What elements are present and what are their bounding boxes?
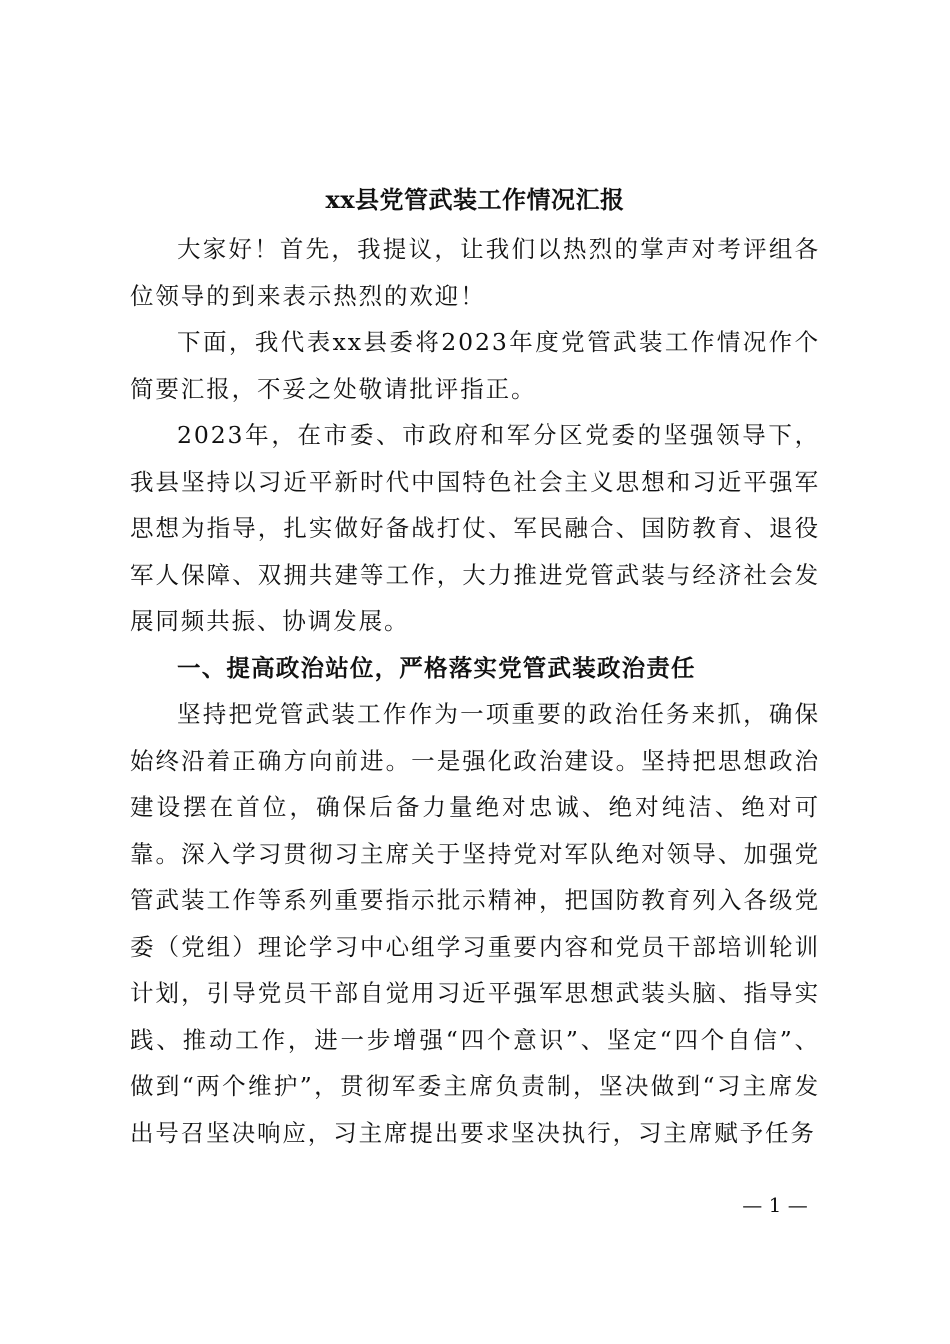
overview-paragraph: 2023年，在市委、市政府和军分区党委的坚强领导下，我县坚持以习近平新时代中国特色社会主义思想和习近平强军思想为指导，扎实做好备战打仗、军民融合、国防教育、退役军人保障、双拥共建等工作，大力推进党管武装与经济社会发展同频共振、协调发展。 — [130, 421, 820, 635]
document-title: xx县党管武装工作情况汇报 — [325, 185, 625, 214]
intro-paragraph: 下面，我代表xx县委将2023年度党管武装工作情况作个简要汇报，不妥之处敬请批评指正。 — [130, 328, 820, 403]
section-paragraph: 坚持把党管武装工作作为一项重要的政治任务来抓，确保始终沿着正确方向前进。一是强化政治建设。坚持把思想政治建设摆在首位，确保后备力量绝对忠诚、绝对纯洁、绝对可靠。深入学习贯彻习主席关于坚持党对军队绝对领导、加强党管武装工作等系列重要指示批示精神，把国防教育列入各级党委（党组）理论学习中心组学习重要内容和党员干部培训轮训计划，引导党员干部自觉用习近平强军思想武装头脑、指导实践、推动工作，进一步增强“四个意识”、坚定“四个自信”、做到“两个维护”，贯彻军委主席负责制，坚决做到“习主席发出号召坚决响应，习主席提出要求坚决执行，习主席赋予任务 — [130, 700, 820, 1147]
greeting-paragraph: 大家好！首先，我提议，让我们以热烈的掌声对考评组各位领导的到来表示热烈的欢迎！ — [130, 235, 820, 310]
document-body — [130, 226, 820, 1156]
section-heading: 一、提高政治站位，严格落实党管武装政治责任 — [177, 653, 696, 682]
page-number: — 1 — — [742, 1193, 808, 1217]
